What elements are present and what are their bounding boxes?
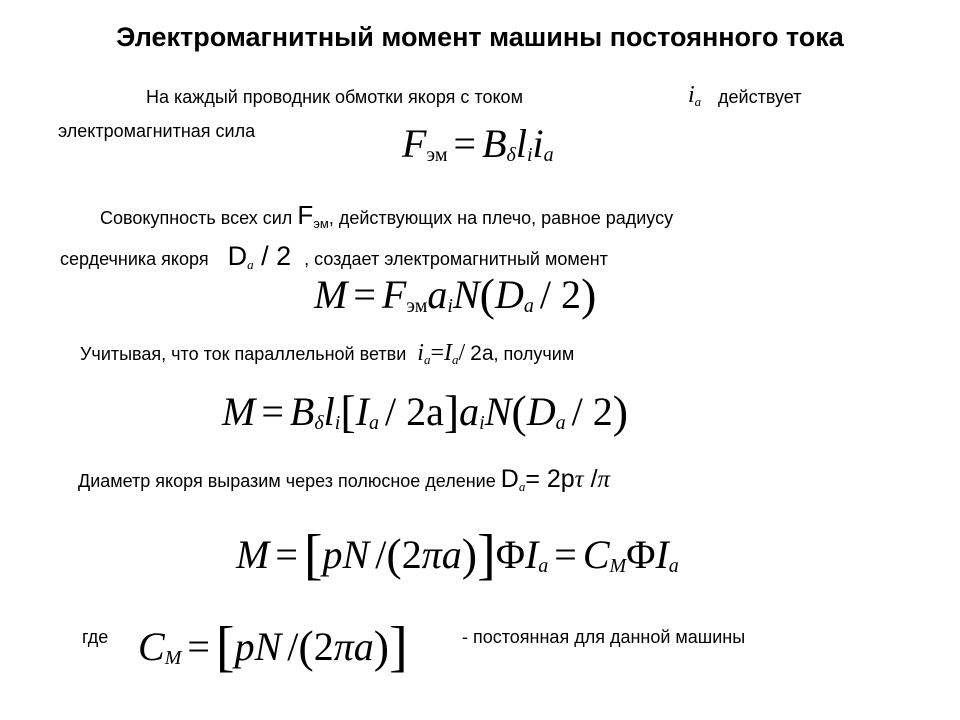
para3-i-sub: a bbox=[423, 352, 431, 367]
para1-line1-start: На каждый проводник обмотки якоря с током bbox=[146, 87, 523, 107]
eq3-D-sub: a bbox=[555, 412, 566, 434]
para4-tau: τ bbox=[574, 466, 584, 493]
eq4-pN: pN bbox=[322, 532, 370, 577]
eq3-B-sub: δ bbox=[314, 412, 324, 434]
cm-pi: π bbox=[333, 624, 354, 669]
cm-lparen: ( bbox=[298, 621, 314, 672]
para4-line bbox=[78, 465, 610, 494]
eq3-l-sub: i bbox=[334, 412, 341, 434]
para2-F-sub: эм bbox=[313, 216, 329, 231]
eq3-M: M bbox=[222, 389, 256, 434]
eq1-i: i bbox=[532, 121, 544, 166]
para4-pi: π bbox=[597, 466, 611, 493]
para4-formula bbox=[501, 465, 610, 493]
cm-lbracket: [ bbox=[215, 616, 235, 678]
eq4-equals-2: = bbox=[554, 532, 577, 577]
eq4-lbracket: [ bbox=[303, 524, 323, 586]
equation-moment-3 bbox=[236, 518, 679, 586]
para2-D-sub: a bbox=[247, 257, 254, 272]
para4-expr: = 2p bbox=[525, 465, 575, 493]
eq4-I-sub: a bbox=[538, 555, 549, 577]
cm-equals: = bbox=[187, 624, 210, 669]
page-title: Электромагнитный момент машины постоянного тока bbox=[116, 22, 844, 52]
cm-div: / bbox=[287, 624, 299, 669]
eq3-I: I bbox=[355, 389, 369, 434]
eq2-D: D bbox=[494, 272, 524, 317]
eq2-rparen: ) bbox=[581, 269, 597, 320]
eq3-l: l bbox=[323, 389, 335, 434]
eq4-pi: π bbox=[421, 532, 442, 577]
para2-D-frac: / 2 bbox=[261, 241, 292, 271]
para3-div: / bbox=[458, 340, 466, 366]
eq1-equals: = bbox=[453, 121, 477, 166]
para2-line2-end: , создает электромагнитный момент bbox=[304, 249, 608, 269]
eq4-rparen: ) bbox=[461, 529, 478, 580]
eq3-N: N bbox=[484, 389, 512, 434]
eq4-Phi-2: Φ bbox=[626, 532, 656, 577]
eq3-lbracket: [ bbox=[340, 386, 356, 437]
eq2-M: M bbox=[314, 272, 348, 317]
para1-line2: электромагнитная сила bbox=[58, 121, 256, 141]
cm-pN: pN bbox=[234, 624, 282, 669]
eq2-a-sub: i bbox=[447, 295, 453, 317]
para4-start: Диаметр якоря выразим через полюсное деление bbox=[78, 471, 496, 491]
current-ia-symbol bbox=[688, 82, 701, 109]
cm-two: 2 bbox=[313, 624, 334, 669]
para2-line1-end: , действующих на плечо, равное радиусу bbox=[328, 208, 674, 228]
eq4-div: / bbox=[375, 532, 387, 577]
eq1-l: l bbox=[515, 121, 527, 166]
para4-div: / bbox=[583, 465, 598, 493]
eq4-C-sub: M bbox=[609, 555, 627, 577]
eq1-F-sub: эм bbox=[426, 144, 448, 166]
eq3-D: D bbox=[526, 389, 556, 434]
eq3-I-sub: a bbox=[368, 412, 379, 434]
para2-line2-start: сердечника якоря bbox=[60, 249, 209, 269]
para2-Da-symbol bbox=[228, 241, 292, 271]
eq4-rbracket: ] bbox=[477, 524, 496, 586]
cm-a: a bbox=[353, 624, 374, 669]
eq4-two: 2 bbox=[401, 532, 422, 577]
eq3-a: a bbox=[459, 389, 480, 434]
para3-end: , получим bbox=[493, 344, 575, 364]
eq1-l-sub: i bbox=[526, 144, 533, 166]
para3-formula bbox=[417, 340, 465, 366]
para2-F-symbol bbox=[297, 200, 328, 230]
cm-rparen: ) bbox=[373, 621, 390, 672]
eq4-C: C bbox=[582, 532, 610, 577]
eq4-a: a bbox=[441, 532, 462, 577]
eq1-i-sub: a bbox=[543, 144, 554, 166]
para3-start: Учитывая, что ток параллельной ветви bbox=[80, 344, 407, 364]
cm-C: C bbox=[138, 624, 165, 669]
eq3-lparen: ( bbox=[511, 386, 527, 437]
eq2-F: F bbox=[381, 272, 407, 317]
ia-sub: a bbox=[694, 94, 702, 109]
where-label: где bbox=[82, 627, 109, 647]
eq3-rbracket: ] bbox=[443, 386, 460, 437]
eq3-B: B bbox=[289, 389, 315, 434]
para3-I: I bbox=[443, 340, 452, 366]
para4-D-sub: a bbox=[518, 479, 526, 494]
eq2-equals: = bbox=[353, 272, 376, 317]
eq2-D-sub: a bbox=[523, 295, 534, 317]
eq3-rparen: ) bbox=[612, 386, 629, 437]
eq2-lparen: ( bbox=[479, 269, 495, 320]
eq3-a-sub: i bbox=[479, 412, 485, 434]
eq3-div1: / 2a bbox=[384, 389, 444, 434]
para2-D: D bbox=[227, 241, 248, 271]
eq2-div: / 2 bbox=[539, 272, 581, 317]
equation-moment-2 bbox=[222, 383, 628, 436]
eq4-equals: = bbox=[275, 532, 298, 577]
para3-eq: = bbox=[430, 340, 444, 366]
eq4-M: M bbox=[236, 532, 270, 577]
eq3-equals: = bbox=[261, 389, 284, 434]
para3-line bbox=[80, 340, 574, 367]
para2-F: F bbox=[297, 200, 314, 230]
eq4-I: I bbox=[524, 532, 539, 577]
eq4-Phi: Φ bbox=[495, 532, 525, 577]
equation-force bbox=[402, 120, 554, 167]
eq4-I2: I bbox=[655, 532, 669, 577]
para1-line1-end: действует bbox=[718, 87, 802, 107]
para3-I-sub: a bbox=[451, 352, 459, 367]
cm-note: - постоянная для данной машины bbox=[462, 627, 746, 647]
eq3-div2: / 2 bbox=[571, 389, 613, 434]
eq2-F-sub: эм bbox=[406, 295, 428, 317]
eq2-N: N bbox=[452, 272, 480, 317]
cm-rbracket: ] bbox=[389, 616, 408, 678]
para3-i: i bbox=[417, 340, 424, 366]
equation-moment-1 bbox=[314, 266, 596, 319]
para2-line1 bbox=[100, 200, 673, 231]
para3-two-a: 2a bbox=[470, 342, 494, 365]
eq1-F: F bbox=[402, 121, 427, 166]
eq1-B-sub: δ bbox=[506, 144, 516, 166]
equation-cm bbox=[138, 610, 408, 678]
eq4-lparen: ( bbox=[386, 529, 402, 580]
para4-D: D bbox=[500, 465, 519, 493]
para2-line1-start: Совокупность всех сил bbox=[100, 208, 293, 228]
eq2-a: a bbox=[427, 272, 448, 317]
ia-var: i bbox=[688, 82, 695, 108]
cm-C-sub: M bbox=[164, 647, 182, 669]
eq4-I2-sub: a bbox=[668, 555, 679, 577]
eq1-B: B bbox=[482, 121, 507, 166]
